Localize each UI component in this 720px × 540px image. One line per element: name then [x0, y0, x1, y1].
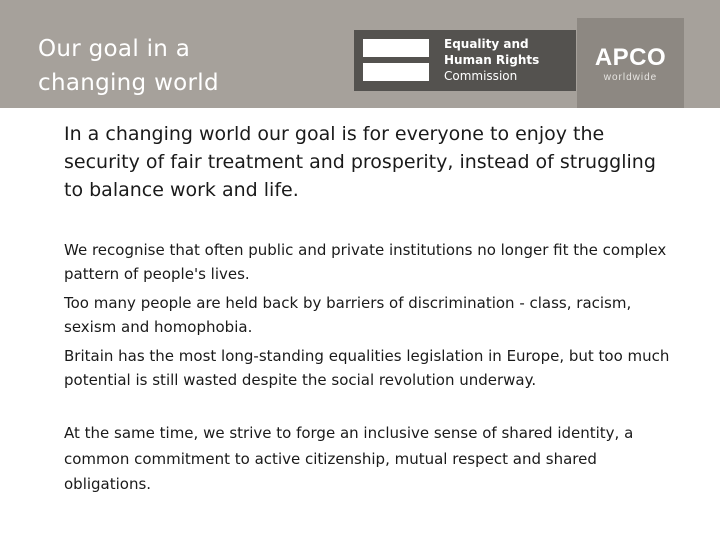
apco-logo-sub: worldwide: [603, 72, 658, 83]
body-paragraph-1: We recognise that often public and private institutions no longer fit the complex pattern of people's lives.: [64, 241, 667, 283]
body-paragraph-4: At the same time, we strive to forge an inclusive sense of shared identity, a common commitment to active citizenship, mutual respect and shared obligations.: [64, 424, 634, 493]
ehrc-logo-line2: Human Rights: [444, 53, 540, 67]
body-paragraph-2: Too many people are held back by barriers of discrimination - class, racism, sexism and homophobia.: [64, 294, 632, 336]
slide-title: Our goal in a changing world: [38, 36, 219, 96]
ehrc-logo-line3: Commission: [444, 69, 518, 83]
lead-paragraph: In a changing world our goal is for everyone to enjoy the security of fair treatment and prosperity, instead of struggling to balance work and life.: [64, 123, 656, 201]
ehrc-logo-line1: Equality and: [444, 37, 529, 51]
body-paragraph-3: Britain has the most long-standing equalities legislation in Europe, but too much potential is still wasted despite the social revolution underway.: [64, 347, 670, 389]
apco-logo-name: APCO: [594, 44, 667, 71]
